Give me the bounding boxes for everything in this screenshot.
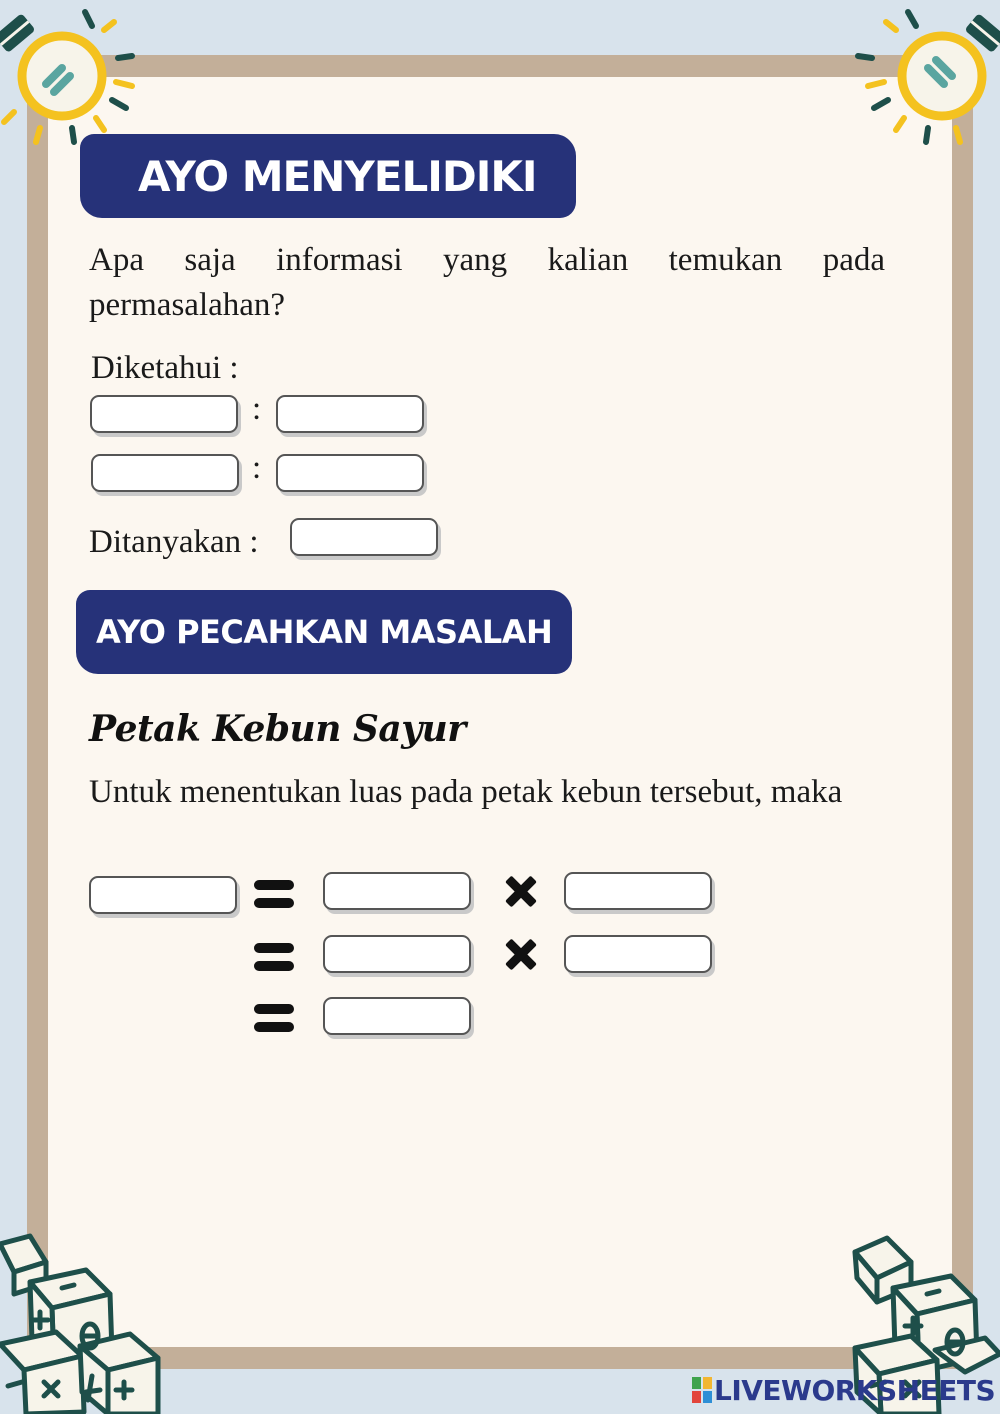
liveworksheets-logo	[692, 1373, 995, 1407]
section-title: AYO MENYELIDIKI	[138, 151, 537, 201]
known-value-input-2[interactable]	[276, 454, 424, 492]
known-label: Diketahui :	[91, 350, 239, 386]
length-input-2[interactable]	[323, 935, 471, 973]
equals-icon	[254, 1004, 294, 1032]
equals-icon	[254, 880, 294, 908]
section-title: AYO PECAHKAN MASALAH	[96, 613, 553, 651]
colon-separator: :	[252, 391, 262, 427]
question-text: Apa saja informasi yang kalian temukan pada permasalahan?	[89, 242, 885, 323]
length-input-1[interactable]	[323, 872, 471, 910]
width-input-2[interactable]	[564, 935, 712, 973]
multiply-icon	[501, 935, 541, 975]
liveworksheets-logo-text: LIVEWORKSHEETS	[714, 1373, 996, 1407]
width-input-1[interactable]	[564, 872, 712, 910]
final-answer-input[interactable]	[323, 997, 471, 1035]
instruction-text: Untuk menentukan luas pada petak kebun tersebut, maka	[89, 774, 843, 810]
asked-input[interactable]	[290, 518, 438, 556]
section-banner-investigate	[80, 134, 576, 218]
lightbulb-icon	[850, 0, 1000, 160]
section-banner-solve	[76, 590, 572, 674]
math-cubes-icon	[0, 1232, 165, 1414]
known-value-input-1[interactable]	[276, 395, 424, 433]
known-name-input-1[interactable]	[90, 395, 238, 433]
multiply-icon	[501, 872, 541, 912]
known-name-input-2[interactable]	[91, 454, 239, 492]
asked-label: Ditanyakan :	[89, 524, 259, 560]
problem-subtitle: Petak Kebun Sayur	[89, 708, 466, 750]
equals-icon	[254, 943, 294, 971]
area-result-input[interactable]	[89, 876, 237, 914]
colon-separator: :	[252, 450, 262, 486]
liveworksheets-mark-icon	[692, 1377, 712, 1403]
